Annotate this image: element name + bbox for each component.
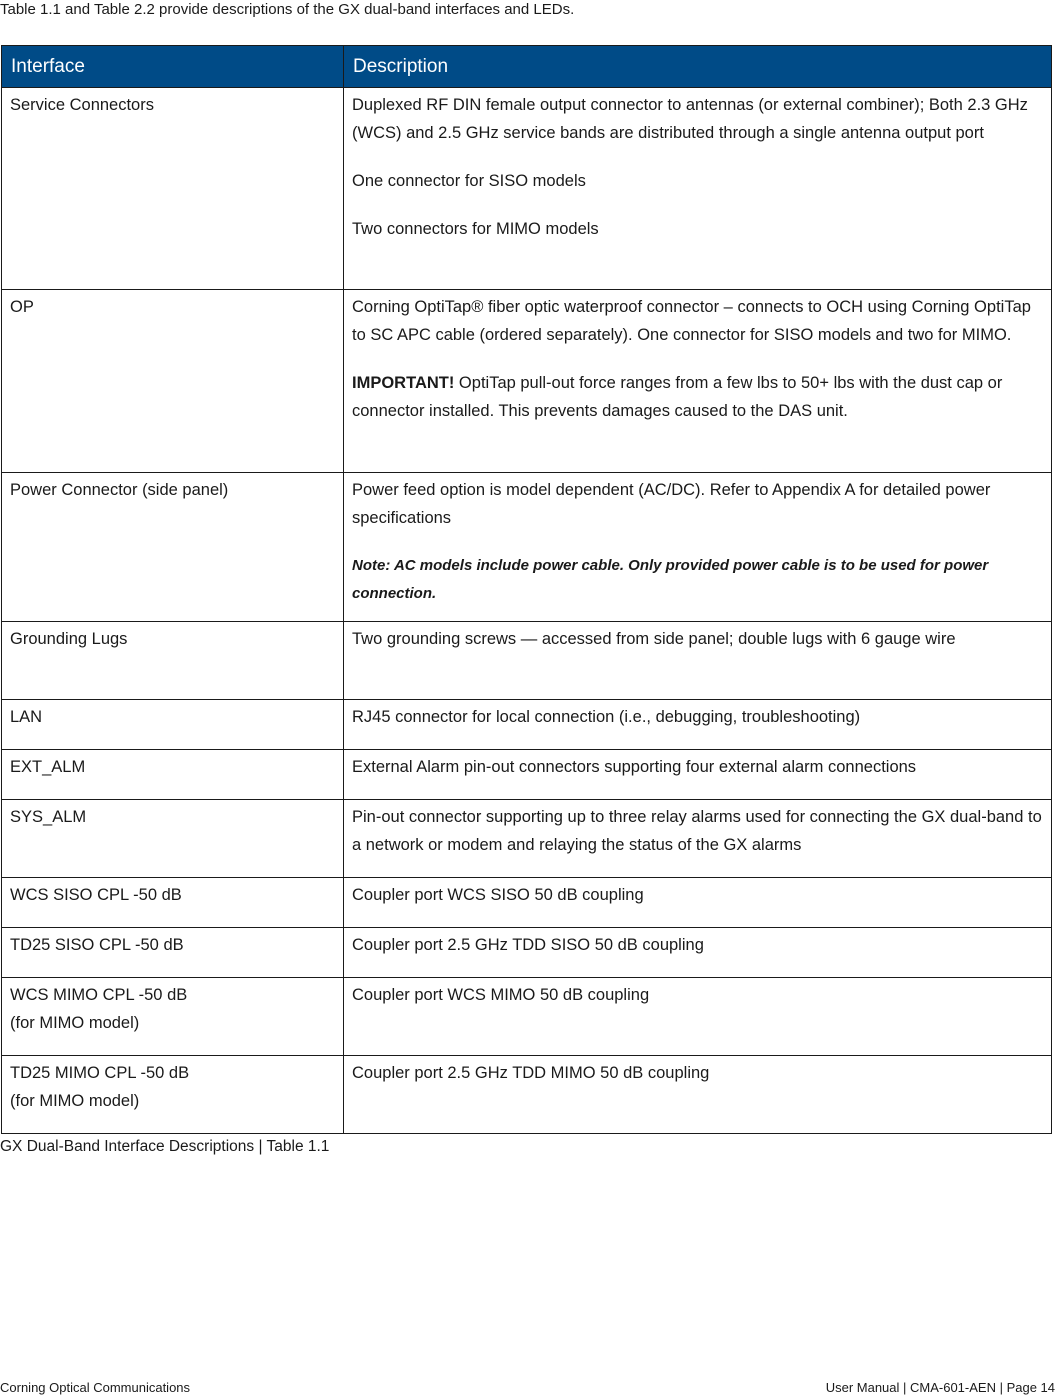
footer-company: Corning Optical Communications xyxy=(0,1380,191,1395)
description-cell: Pin-out connector supporting up to three relay alarms used for connecting the GX dual-band to a network or modem and relaying the status of the GX alarms xyxy=(344,800,1052,878)
table-row xyxy=(2,978,1052,1056)
interface-cell xyxy=(2,1056,344,1134)
table-row xyxy=(2,928,1052,978)
table-row xyxy=(2,878,1052,928)
interface-cell: Grounding Lugs xyxy=(2,622,344,700)
interface-note: (for MIMO model) xyxy=(10,1014,140,1032)
interface-cell: WCS SISO CPL -50 dB xyxy=(2,878,344,928)
description-paragraph: Two connectors for MIMO models xyxy=(352,220,599,238)
description-cell: Coupler port WCS SISO 50 dB coupling xyxy=(344,878,1052,928)
interface-cell: Service Connectors xyxy=(2,88,344,290)
table-caption: GX Dual-Band Interface Descriptions | Table 1.1 xyxy=(0,1138,330,1155)
description-cell xyxy=(344,290,1052,473)
description-paragraph: One connector for SISO models xyxy=(352,172,586,190)
description-cell: External Alarm pin-out connectors supporting four external alarm connections xyxy=(344,750,1052,800)
footer-page-info: User Manual | CMA-601-AEN | Page 14 xyxy=(825,1380,1055,1395)
interface-cell: Power Connector (side panel) xyxy=(2,473,344,622)
table-row xyxy=(2,622,1052,700)
table-row xyxy=(2,473,1052,622)
interface-cell xyxy=(2,978,344,1056)
interface-cell: TD25 SISO CPL -50 dB xyxy=(2,928,344,978)
description-cell xyxy=(344,473,1052,622)
important-text: OptiTap pull-out force ranges from a few lbs to 50+ lbs with the dust cap or connector installed. This prevents damages caused to the DAS unit. xyxy=(352,374,1003,420)
interface-cell: SYS_ALM xyxy=(2,800,344,878)
description-cell xyxy=(344,88,1052,290)
table-header-row xyxy=(2,46,1052,88)
table-row xyxy=(2,700,1052,750)
interface-name: WCS MIMO CPL -50 dB xyxy=(10,986,188,1004)
description-paragraph: Power feed option is model dependent (AC/DC). Refer to Appendix A for detailed power specifications xyxy=(352,481,991,527)
interface-cell: LAN xyxy=(2,700,344,750)
table-row xyxy=(2,1056,1052,1134)
table-row xyxy=(2,750,1052,800)
interface-cell: OP xyxy=(2,290,344,473)
description-cell: Coupler port 2.5 GHz TDD MIMO 50 dB coupling xyxy=(344,1056,1052,1134)
header-interface: Interface xyxy=(2,46,344,88)
description-paragraph: Corning OptiTap® fiber optic waterproof connector – connects to OCH using Corning OptiTap to SC APC cable (ordered separately). One connector for SISO models and two for MIMO. xyxy=(352,298,1031,344)
table-row xyxy=(2,290,1052,473)
description-cell: Coupler port WCS MIMO 50 dB coupling xyxy=(344,978,1052,1056)
description-paragraph: Duplexed RF DIN female output connector to antennas (or external combiner); Both 2.3 GHz (WCS) and 2.5 GHz service bands are distributed through a single antenna output port xyxy=(352,96,1028,142)
important-label: IMPORTANT! xyxy=(352,374,455,392)
interface-table xyxy=(1,45,1052,1134)
important-paragraph xyxy=(352,369,1043,425)
note-paragraph: Note: AC models include power cable. Only provided power cable is to be used for power connection. xyxy=(352,557,989,602)
interface-cell: EXT_ALM xyxy=(2,750,344,800)
table-row xyxy=(2,88,1052,290)
header-description: Description xyxy=(344,46,1052,88)
table-row xyxy=(2,800,1052,878)
interface-name: TD25 MIMO CPL -50 dB xyxy=(10,1064,190,1082)
interface-note: (for MIMO model) xyxy=(10,1092,140,1110)
description-cell: Two grounding screws — accessed from side panel; double lugs with 6 gauge wire xyxy=(344,622,1052,700)
description-cell: RJ45 connector for local connection (i.e., debugging, troubleshooting) xyxy=(344,700,1052,750)
intro-text: Table 1.1 and Table 2.2 provide descriptions of the GX dual-band interfaces and LEDs. xyxy=(0,1,575,18)
description-cell: Coupler port 2.5 GHz TDD SISO 50 dB coupling xyxy=(344,928,1052,978)
